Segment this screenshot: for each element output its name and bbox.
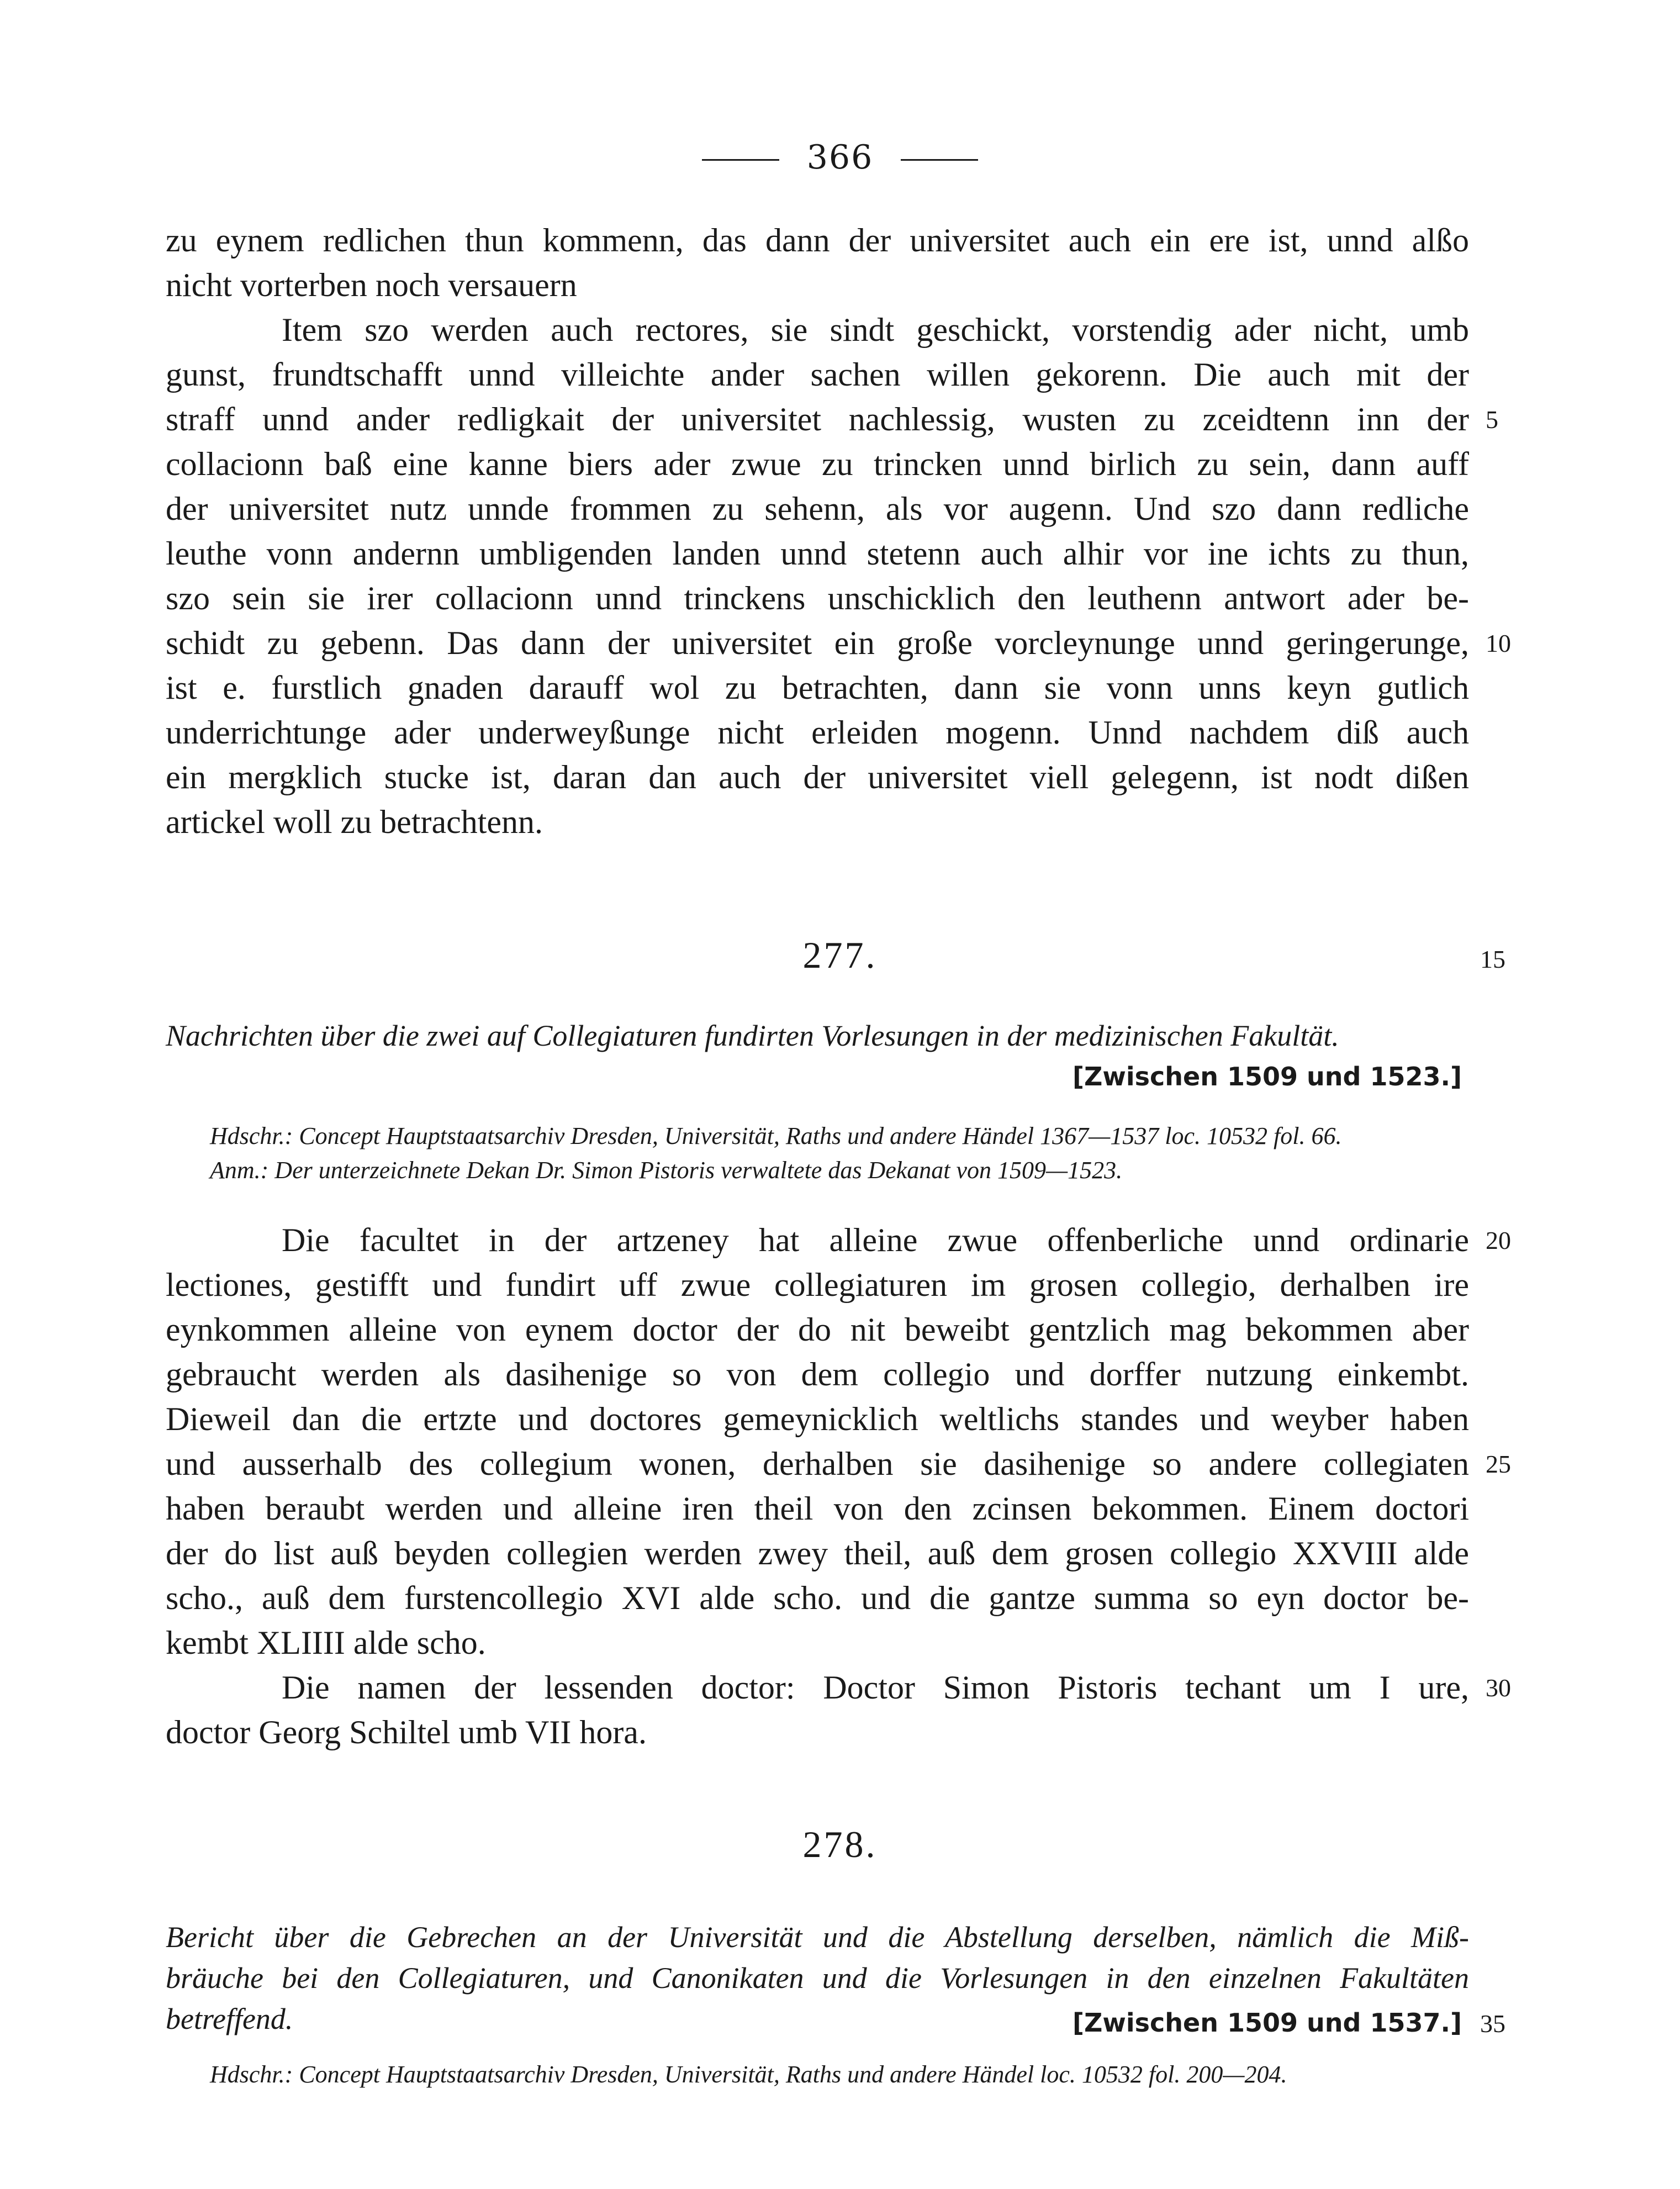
document-date-278: [Zwischen 1509 und 1537.] (1072, 2008, 1462, 2038)
continued-text-block (166, 218, 1511, 845)
page-header (0, 138, 1680, 177)
document-number-277: 277. (802, 934, 878, 976)
text-line: leuthe vonn andernn umbligenden landen unnd stetenn auch alhir vor ine ichts zu thun, (166, 535, 1469, 572)
annotation-note-277: Anm.: Der unterzeichnete Dekan Dr. Simon Pistoris verwaltete das Dekanat von 1509—1523. (210, 1157, 1123, 1184)
line-number: 15 (1480, 945, 1505, 973)
text-line: underrichtunge ader underweyßunge nicht erleiden mogenn. Unnd nachdem diß auch (166, 714, 1469, 751)
text-line: gunst, frundtschafft unnd villeichte ander sachen willen gekorenn. Die auch mit der (166, 356, 1469, 393)
line-number: 5 (1486, 405, 1498, 434)
text-line: straff unnd ander redligkait der universitet nachlessig, wusten zu zceidtenn inn der 5 (166, 397, 1469, 442)
document-number-278: 278. (802, 1823, 878, 1865)
line-number: 35 (1480, 2009, 1505, 2038)
text-line: zu eynem redlichen thun kommenn, das dann der universitet auch ein ere ist, unnd alßo (166, 222, 1469, 259)
text-line: der do list auß beyden collegien werden zwey theil, auß dem grosen collegio XXVIII alde (166, 1535, 1469, 1571)
text-line: Die facultet in der artzeney hat alleine zwue offenberliche unnd ordinarie 20 (166, 1218, 1469, 1263)
text-line: der universitet nutz unnde frommen zu sehenn, als vor augenn. Und szo dann redliche (166, 490, 1469, 527)
text-line: Die namen der lessenden doctor: Doctor Simon Pistoris techant um I ure, 30 (166, 1665, 1469, 1710)
document-title-278: Bericht über die Gebrechen an der Universität und die Abstellung derselben, nämlich die Miß- bräuche bei den Collegiaturen, und Canonikaten und die Vorlesungen in den einzelnen Fakultäten betreffend. (166, 1921, 1469, 2035)
text-line: haben beraubt werden und alleine iren theil von den zcinsen bekommen. Einem doctori (166, 1490, 1469, 1527)
line-number: 30 (1486, 1674, 1511, 1702)
text-line: und ausserhalb des collegium wonen, derhalben sie dasihenige so andere collegiaten 25 (166, 1442, 1469, 1486)
document-date-277: [Zwischen 1509 und 1523.] (1072, 1062, 1462, 1091)
text-line: lectiones, gestifft und fundirt uff zwue collegiaturen im grosen collegio, derhalben ire (166, 1267, 1469, 1303)
header-rule-right (901, 159, 978, 161)
text-line: scho., auß dem furstencollegio XVI alde scho. und die gantze summa so eyn doctor be- (166, 1580, 1469, 1616)
text-line: eynkommen alleine von eynem doctor der do nit beweibt gentzlich mag bekommen aber (166, 1311, 1469, 1348)
text-line: szo sein sie irer collacionn unnd trinckens unschicklich den leuthenn antwort ader be- (166, 580, 1469, 616)
text-line: ein mergklich stucke ist, daran dan auch der universitet viell gelegenn, ist nodt dißen (166, 759, 1469, 795)
text-line: artickel woll zu betrachtenn. (166, 804, 543, 840)
document-body-277 (166, 1218, 1511, 1755)
text-line: Dieweil dan die ertzte und doctores gemeynicklich weltlichs standes und weyber haben (166, 1401, 1469, 1437)
line-number: 20 (1486, 1226, 1511, 1254)
source-note-278: Hdschr.: Concept Hauptstaatsarchiv Dresden, Universität, Raths und andere Händel loc. 10532 fol. 200—204. (210, 2061, 1287, 2088)
text-line: nicht vorterben noch versauern (166, 267, 577, 303)
text-line: kembt XLIIII alde scho. (166, 1624, 486, 1661)
header-rule-left (702, 159, 779, 161)
text-line: doctor Georg Schiltel umb VII hora. (166, 1714, 647, 1750)
source-note-277: Hdschr.: Concept Hauptstaatsarchiv Dresden, Universität, Raths und andere Händel 1367—1537 loc. 10532 fol. 66. (210, 1122, 1342, 1149)
text-line: schidt zu gebenn. Das dann der universitet ein große vorcleynunge unnd geringerunge, 10 (166, 621, 1469, 666)
line-number: 10 (1486, 629, 1511, 657)
text-line: collacionn baß eine kanne biers ader zwue zu trincken unnd birlich zu sein, dann auff (166, 446, 1469, 482)
text-line: ist e. furstlich gnaden darauff wol zu betrachten, dann sie vonn unns keyn gutlich (166, 669, 1469, 706)
page-number: 366 (806, 138, 874, 177)
document-title-277: Nachrichten über die zwei auf Collegiaturen fundirten Vorlesungen in der medizinischen Fakultät. (166, 1019, 1339, 1052)
text-line: gebraucht werden als dasihenige so von dem collegio und dorffer nutzung einkembt. (166, 1356, 1469, 1392)
line-number: 25 (1486, 1450, 1511, 1478)
text-line: Item szo werden auch rectores, sie sindt geschickt, vorstendig ader nicht, umb (282, 312, 1469, 348)
